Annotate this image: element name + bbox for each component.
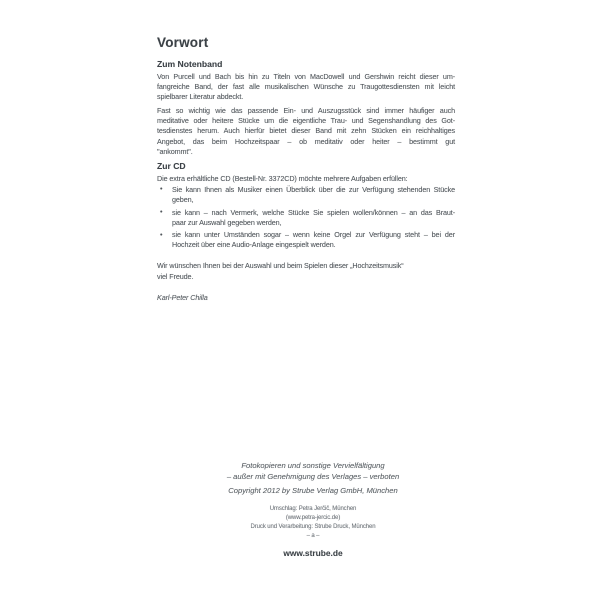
page-number: – a – xyxy=(306,533,320,540)
paragraph-line: Von Purcell und Bach bis hin zu Titeln von MacDowell und Gershwin reicht dieser um- xyxy=(157,72,455,81)
section-notenband xyxy=(157,59,455,157)
cd-intro-line: Die extra erhältliche CD (Bestell-Nr. 3372CD) möchte mehrere Aufgaben erfüllen: xyxy=(157,173,408,183)
copyright-line: Copyright 2012 by Strube Verlag GmbH, München xyxy=(228,485,398,495)
bullet-icon: • xyxy=(160,207,163,217)
bullet-line: Hochzeit über eine Audio-Anlage eingespielt werden. xyxy=(172,240,336,250)
copy-notice-line: – außer mit Genehmigung des Verlages – verboten xyxy=(226,471,400,481)
section-cd xyxy=(157,161,455,251)
closing-paragraph xyxy=(157,261,455,281)
bullet-line: sie kann – nach Vermerk, welche Stücke Sie spielen wollen/können – an das Braut- xyxy=(172,207,455,217)
paragraph-line: meditative oder heitere Stücke um die eigentliche Trau- und Segenshandlung des Got- xyxy=(157,116,455,126)
bullet-line: geben, xyxy=(172,194,194,204)
bullet-list xyxy=(157,185,455,251)
paragraph xyxy=(157,72,455,102)
closing-line: viel Freude. xyxy=(157,271,194,281)
closing-line: Wir wünschen Ihnen bei der Auswahl und beim Spielen dieser „Hochzeitsmusik“ xyxy=(157,261,404,271)
paragraph-line: Angebot, das beim Hochzeitspaar – ob meditativ oder heiter – bestimmt gut xyxy=(157,136,455,146)
copy-notice-line: Fotokopieren und sonstige Vervielfältigung xyxy=(241,461,385,470)
credit-line: Druck und Verarbeitung: Strube Druck, München xyxy=(250,524,376,531)
imprint-footer xyxy=(157,461,469,558)
bullet-item xyxy=(157,185,455,205)
bullet-icon: • xyxy=(160,184,163,194)
section-heading-cd: Zur CD xyxy=(157,160,186,171)
preface-content xyxy=(157,36,455,303)
page-title: Vorwort xyxy=(157,35,209,50)
publisher-website: www.strube.de xyxy=(283,548,343,559)
bullet-icon: • xyxy=(160,229,163,239)
author-signature: Karl-Peter Chilla xyxy=(157,292,208,302)
credit-line: (www.petra-jercic.de) xyxy=(285,515,341,522)
paragraph-line: spielbarer Literatur abdeckt. xyxy=(157,92,244,102)
paragraph xyxy=(157,106,455,156)
paragraph-line: tesdienstes herum. Auch hierfür bietet dieser Band mit zehn Stücken ein reichhaltiges xyxy=(157,126,455,136)
paragraph-line: "ankommt". xyxy=(157,146,193,156)
bullet-line: paar zur Auswahl gegeben werden, xyxy=(172,217,282,227)
bullet-line: Sie kann Ihnen als Musiker einen Überblick über die zur Verfügung stehenden Stücke xyxy=(172,184,455,194)
section-heading-notenband: Zum Notenband xyxy=(157,59,223,69)
paragraph-line: Fast so wichtig wie das passende Ein- und Auszugsstück sind immer häufiger auch xyxy=(157,106,455,116)
bullet-item xyxy=(157,230,455,250)
paragraph-line: fangreiche Band, der fast alle musikalischen Wünsche zu Traugottesdiensten mit leicht xyxy=(157,82,455,92)
credit-line: Umschlag: Petra Jerčič, München xyxy=(269,506,357,513)
bullet-item xyxy=(157,208,455,228)
production-credits xyxy=(157,505,469,541)
bullet-line: sie kann unter Umständen sogar – wenn keine Orgel zur Verfügung steht – bei der xyxy=(172,230,455,240)
